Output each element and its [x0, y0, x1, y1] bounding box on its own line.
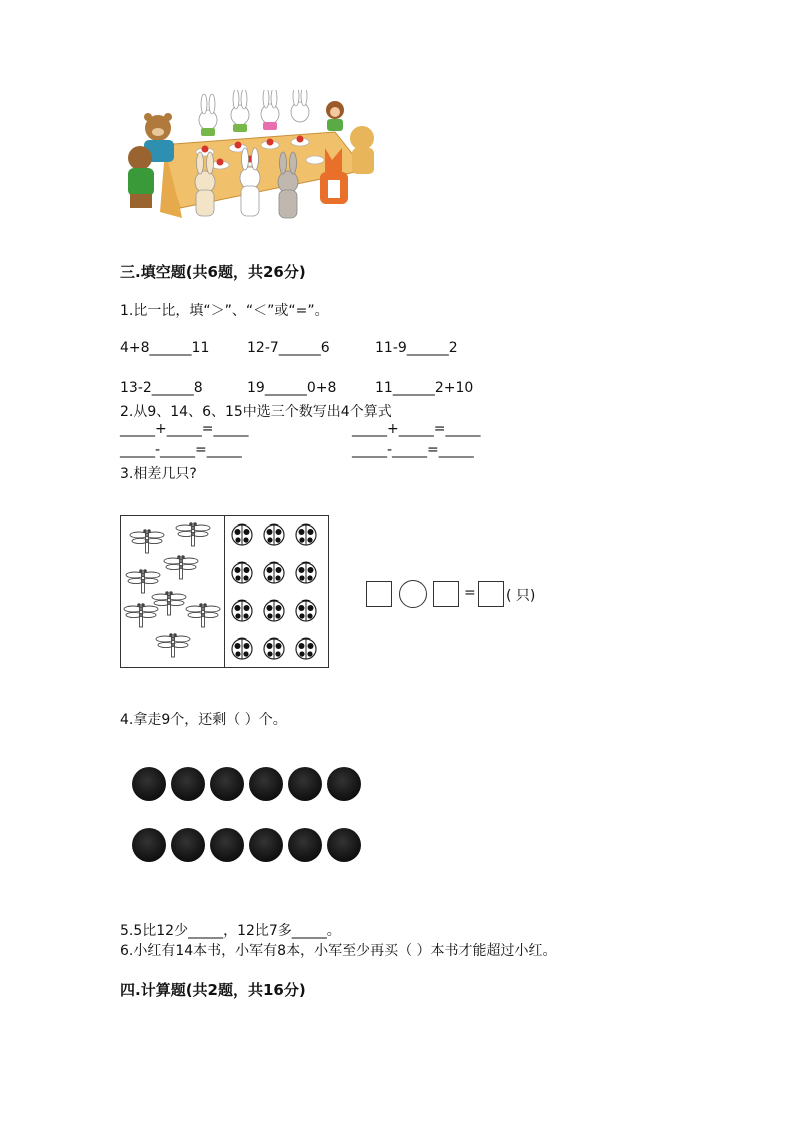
addition-blank-equation: _____+_____=_____: [120, 421, 249, 437]
subtraction-blank-equation: _____-_____=_____: [352, 442, 474, 458]
compare-item: 11______2+10: [375, 380, 474, 396]
question-3-prompt: 3.相差几只?: [120, 466, 197, 482]
dragonfly-group: [121, 516, 224, 667]
answer-box[interactable]: [478, 581, 504, 607]
addition-blank-equation: _____+_____=_____: [352, 421, 481, 437]
section-heading-calculation: 四.计算题(共2题，共16分): [120, 981, 306, 999]
equals-sign: =: [464, 585, 476, 601]
ladybug: [264, 600, 284, 622]
answer-box[interactable]: [366, 581, 392, 607]
dragonfly: [156, 633, 190, 657]
dot: [327, 767, 361, 801]
dot: [210, 828, 244, 862]
dragonfly: [124, 603, 158, 627]
ladybug: [232, 600, 252, 622]
dot: [171, 828, 205, 862]
question-5-prompt: 5.5比12少_____，12比7多_____。: [120, 923, 341, 939]
ladybug: [296, 600, 316, 622]
ladybug: [232, 562, 252, 584]
ladybug: [296, 638, 316, 660]
dot: [327, 828, 361, 862]
dragonfly: [176, 522, 210, 546]
ladybug-group: [225, 516, 328, 667]
question-1-prompt: 1.比一比，填“＞”、“＜”或“=”。: [120, 303, 329, 319]
animals-party-illustration: [120, 90, 385, 225]
dragonfly: [186, 603, 220, 627]
dragonfly: [130, 529, 164, 553]
dragonfly-ladybug-box: [120, 515, 329, 668]
dragonfly: [152, 591, 186, 615]
answer-box[interactable]: [433, 581, 459, 607]
dot: [288, 767, 322, 801]
ladybug: [296, 524, 316, 546]
compare-item: 11-9______2: [375, 340, 458, 356]
ladybug: [264, 562, 284, 584]
ladybug: [264, 524, 284, 546]
question-2-prompt: 2.从9、14、6、15中选三个数写出4个算式: [120, 404, 392, 420]
compare-item: 19______0+8: [247, 380, 337, 396]
dot: [249, 828, 283, 862]
section-heading-fill-in: 三.填空题(共6题，共26分): [120, 263, 306, 281]
question-6-prompt: 6.小红有14本书，小军有8本，小军至少再买（ ）本书才能超过小红。: [120, 943, 557, 959]
dragonfly: [164, 555, 198, 579]
compare-item: 4+8______11: [120, 340, 210, 356]
dot: [249, 767, 283, 801]
compare-item: 12-7______6: [247, 340, 330, 356]
dot: [132, 828, 166, 862]
dot: [171, 767, 205, 801]
dot: [210, 767, 244, 801]
subtraction-blank-equation: _____-_____=_____: [120, 442, 242, 458]
operator-circle[interactable]: [399, 580, 427, 608]
dragonfly: [126, 569, 160, 593]
dot: [288, 828, 322, 862]
unit-label: ( 只): [506, 588, 536, 604]
ladybug: [232, 638, 252, 660]
ladybug: [232, 524, 252, 546]
dot: [132, 767, 166, 801]
ladybug: [296, 562, 316, 584]
ladybug: [264, 638, 284, 660]
question-4-prompt: 4.拿走9个，还剩（ ）个。: [120, 712, 287, 728]
compare-item: 13-2______8: [120, 380, 203, 396]
